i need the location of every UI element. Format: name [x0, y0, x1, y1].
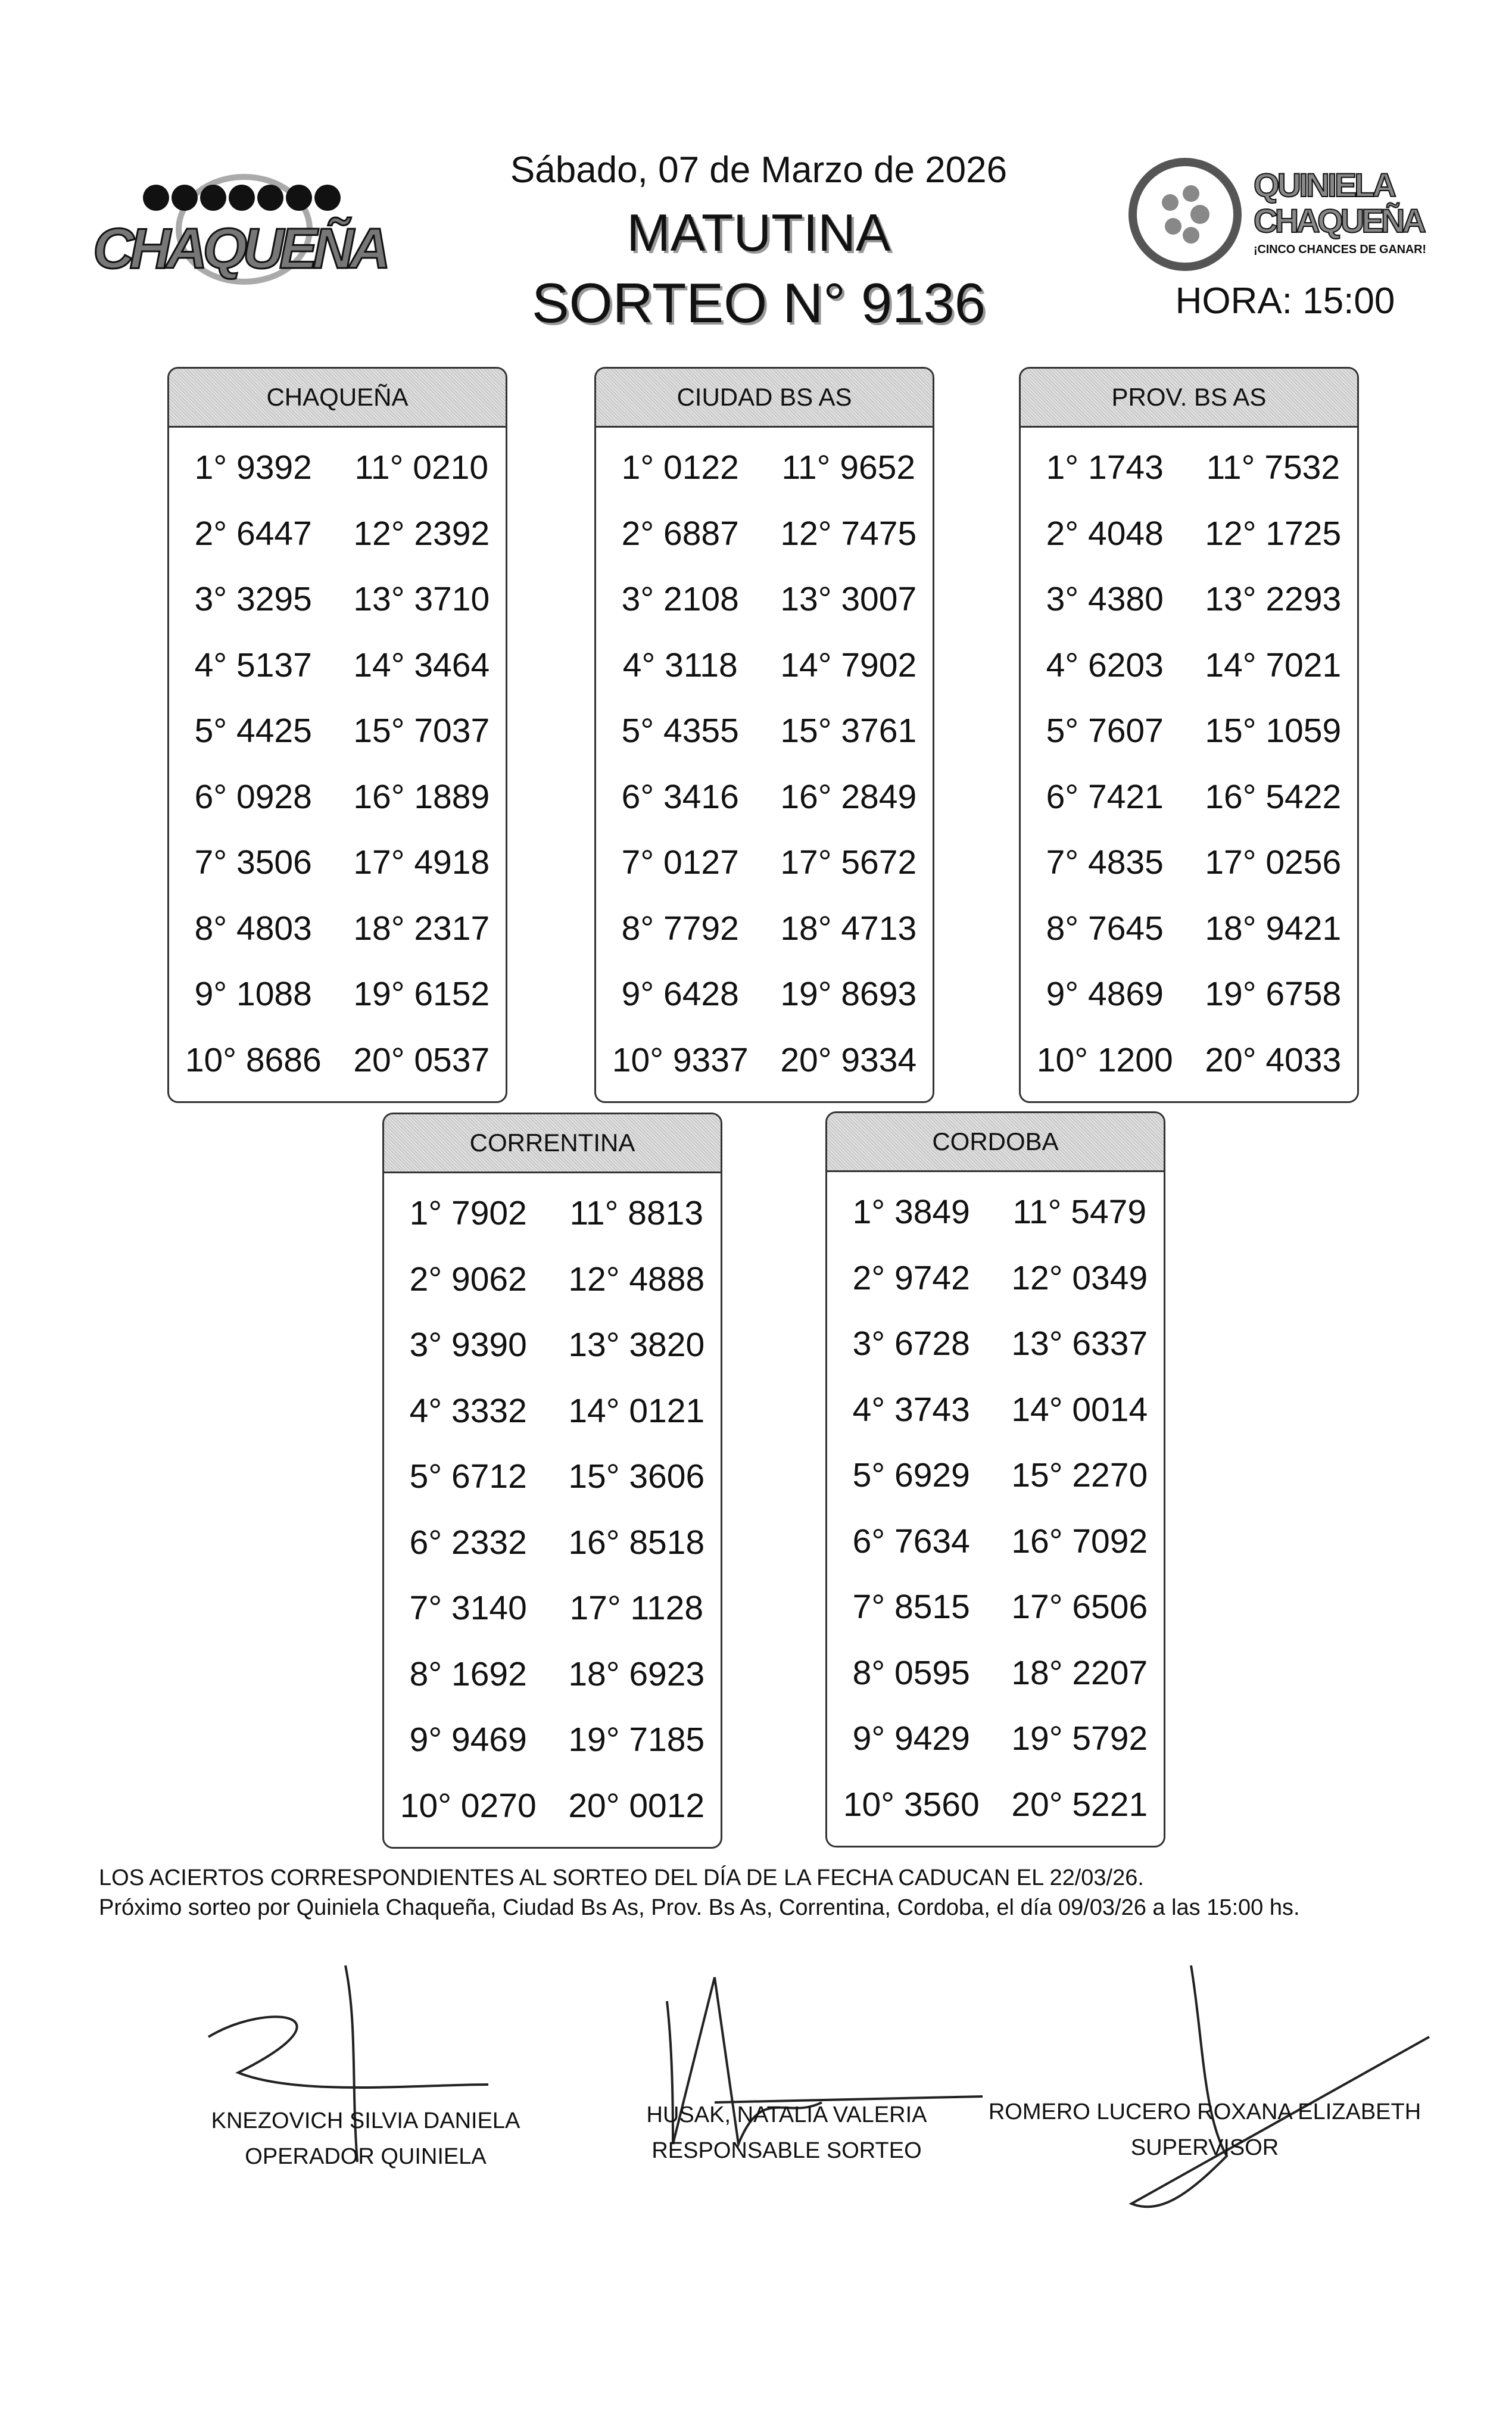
result-row	[1021, 896, 1357, 962]
result-position-13: 13° 3820	[568, 1326, 705, 1364]
quiniela-chaquena-logo	[1128, 152, 1432, 277]
result-position-2: 2° 6887	[621, 514, 739, 553]
result-position-5: 5° 6929	[852, 1456, 970, 1495]
result-position-16: 16° 5422	[1205, 777, 1342, 816]
result-row	[596, 435, 933, 501]
result-row	[169, 764, 506, 830]
result-position-8: 8° 7645	[1046, 909, 1164, 948]
result-row	[827, 1706, 1164, 1772]
result-row	[384, 1641, 721, 1708]
result-position-10: 10° 3560	[843, 1785, 980, 1824]
result-row	[384, 1444, 721, 1510]
result-row	[827, 1311, 1164, 1377]
results-panel-correntina	[382, 1113, 722, 1849]
result-position-20: 20° 4033	[1205, 1040, 1342, 1079]
result-position-16: 16° 8518	[568, 1523, 705, 1562]
result-position-9: 9° 9429	[852, 1719, 970, 1758]
result-position-6: 6° 2332	[409, 1523, 527, 1562]
result-position-6: 6° 3416	[621, 777, 739, 816]
result-position-10: 10° 0270	[400, 1786, 537, 1825]
svg-text:CHAQUEÑA: CHAQUEÑA	[93, 217, 391, 281]
loteria-chaquena-logo	[89, 173, 399, 286]
result-position-17: 17° 5672	[780, 843, 917, 882]
result-position-5: 5° 7607	[1046, 712, 1164, 750]
result-row	[596, 566, 933, 633]
result-position-15: 15° 2270	[1011, 1456, 1148, 1495]
result-row	[1021, 1027, 1357, 1093]
result-row	[827, 1377, 1164, 1443]
result-row	[596, 961, 933, 1027]
result-row	[1021, 501, 1357, 567]
result-position-14: 14° 7021	[1205, 646, 1342, 684]
result-position-2: 2° 4048	[1046, 514, 1164, 553]
draw-time: HORA: 15:00	[1175, 281, 1395, 322]
result-position-8: 8° 0595	[852, 1653, 970, 1692]
result-position-12: 12° 1725	[1205, 514, 1342, 553]
signature-name-2: HUSAK, NATALIA VALERIA	[646, 2102, 927, 2127]
result-row	[169, 698, 506, 764]
result-position-18: 18° 2317	[353, 909, 490, 948]
result-position-1: 1° 3849	[852, 1193, 970, 1232]
result-row	[169, 633, 506, 699]
result-position-15: 15° 1059	[1205, 712, 1342, 750]
draw-date: Sábado, 07 de Marzo de 2026	[510, 149, 1008, 191]
result-position-6: 6° 0928	[194, 777, 312, 816]
result-row	[1021, 435, 1357, 501]
result-position-3: 3° 9390	[409, 1326, 527, 1364]
result-position-2: 2° 6447	[194, 514, 312, 553]
result-row	[169, 830, 506, 896]
draw-number: SORTEO N° 9136	[531, 272, 986, 334]
result-position-17: 17° 4918	[353, 843, 490, 882]
results-panel-ciudad-bs-as	[594, 367, 934, 1103]
result-position-7: 7° 3506	[194, 843, 312, 882]
result-row	[827, 1574, 1164, 1640]
result-position-20: 20° 0012	[568, 1786, 705, 1825]
svg-text:CHAQUEÑA: CHAQUEÑA	[1254, 202, 1426, 239]
result-position-7: 7° 4835	[1046, 843, 1164, 882]
panel-title: CORDOBA	[827, 1113, 1164, 1172]
result-row	[384, 1510, 721, 1576]
result-position-19: 19° 7185	[568, 1721, 705, 1759]
result-position-10: 10° 9337	[612, 1040, 749, 1079]
result-position-11: 11° 9652	[781, 448, 916, 487]
signature-name-1: KNEZOVICH SILVIA DANIELA	[211, 2108, 520, 2133]
result-position-18: 18° 6923	[568, 1655, 705, 1693]
result-row	[827, 1509, 1164, 1575]
result-position-4: 4° 3332	[409, 1391, 527, 1430]
result-position-12: 12° 7475	[780, 514, 917, 553]
result-position-17: 17° 0256	[1205, 843, 1342, 882]
result-position-13: 13° 2293	[1205, 580, 1342, 619]
result-row	[596, 698, 933, 764]
result-position-4: 4° 5137	[194, 646, 312, 684]
result-position-17: 17° 6506	[1011, 1588, 1148, 1627]
result-position-19: 19° 5792	[1011, 1719, 1148, 1758]
result-position-9: 9° 1088	[194, 975, 312, 1014]
handwritten-signatures	[179, 1965, 1489, 2216]
result-row	[1021, 961, 1357, 1027]
result-position-3: 3° 3295	[194, 580, 312, 619]
result-position-3: 3° 4380	[1046, 580, 1164, 619]
result-row	[1021, 764, 1357, 830]
result-position-19: 19° 8693	[780, 975, 917, 1014]
result-position-14: 14° 3464	[353, 646, 490, 684]
result-position-19: 19° 6152	[353, 975, 490, 1014]
result-position-12: 12° 4888	[568, 1260, 705, 1298]
result-position-9: 9° 4869	[1046, 975, 1164, 1014]
result-position-13: 13° 3710	[353, 580, 490, 619]
result-position-2: 2° 9742	[852, 1258, 970, 1297]
result-row	[169, 566, 506, 633]
svg-text:QUINIELA: QUINIELA	[1254, 166, 1396, 204]
signature-role-3: SUPERVISOR	[1130, 2135, 1279, 2160]
result-position-16: 16° 2849	[780, 777, 917, 816]
expiry-note: LOS ACIERTOS CORRESPONDIENTES AL SORTEO DEL DÍA DE LA FECHA CADUCAN EL 22/03/26.	[99, 1865, 1144, 1890]
result-position-14: 14° 0121	[568, 1391, 705, 1430]
result-position-1: 1° 9392	[194, 448, 312, 487]
result-row	[384, 1773, 721, 1839]
result-position-14: 14° 7902	[780, 646, 917, 684]
result-position-5: 5° 6712	[409, 1457, 527, 1496]
result-position-18: 18° 9421	[1205, 909, 1342, 948]
result-position-3: 3° 2108	[621, 580, 739, 619]
result-position-15: 15° 3761	[780, 712, 917, 750]
result-position-5: 5° 4425	[194, 712, 312, 750]
result-row	[384, 1180, 721, 1247]
result-position-15: 15° 7037	[353, 712, 490, 750]
result-row	[169, 1027, 506, 1093]
panel-title: CORRENTINA	[384, 1114, 721, 1173]
result-row	[384, 1707, 721, 1773]
result-position-6: 6° 7634	[852, 1522, 970, 1560]
result-position-16: 16° 7092	[1011, 1522, 1148, 1560]
result-row	[596, 896, 933, 962]
result-position-20: 20° 0537	[353, 1040, 490, 1079]
result-row	[827, 1179, 1164, 1245]
result-row	[1021, 566, 1357, 633]
results-panel-prov-bs-as	[1019, 367, 1359, 1103]
result-row	[827, 1245, 1164, 1311]
result-row	[169, 501, 506, 567]
result-row	[596, 830, 933, 896]
result-row	[1021, 830, 1357, 896]
signature-role-1: OPERADOR QUINIELA	[245, 2144, 487, 2169]
result-position-1: 1° 1743	[1046, 448, 1164, 487]
result-position-2: 2° 9062	[409, 1260, 527, 1298]
result-position-9: 9° 6428	[621, 975, 739, 1014]
result-position-11: 11° 7532	[1206, 448, 1340, 487]
result-row	[596, 501, 933, 567]
result-position-12: 12° 2392	[353, 514, 490, 553]
panel-title: CIUDAD BS AS	[596, 369, 933, 428]
result-row	[384, 1312, 721, 1378]
result-position-4: 4° 3743	[852, 1390, 970, 1429]
result-position-18: 18° 2207	[1011, 1653, 1148, 1692]
result-position-19: 19° 6758	[1205, 975, 1342, 1014]
result-position-8: 8° 7792	[621, 909, 739, 948]
result-row	[827, 1443, 1164, 1509]
result-position-11: 11° 5479	[1012, 1193, 1147, 1232]
result-position-14: 14° 0014	[1011, 1390, 1148, 1429]
result-position-20: 20° 9334	[780, 1040, 917, 1079]
panel-title: PROV. BS AS	[1021, 369, 1357, 428]
result-row	[827, 1640, 1164, 1706]
result-row	[169, 435, 506, 501]
result-row	[596, 764, 933, 830]
result-row	[169, 961, 506, 1027]
result-position-6: 6° 7421	[1046, 777, 1164, 816]
result-position-18: 18° 4713	[780, 909, 917, 948]
result-row	[827, 1772, 1164, 1838]
result-position-8: 8° 4803	[194, 909, 312, 948]
result-position-16: 16° 1889	[353, 777, 490, 816]
next-draw-note: Próximo sorteo por Quiniela Chaqueña, Ciudad Bs As, Prov. Bs As, Correntina, Cordoba, el día 09/03/26 a las 15:00 hs.	[99, 1895, 1300, 1920]
result-position-1: 1° 0122	[621, 448, 739, 487]
signature-role-2: RESPONSABLE SORTEO	[651, 2138, 922, 2163]
result-position-10: 10° 1200	[1036, 1040, 1173, 1079]
result-position-12: 12° 0349	[1011, 1258, 1148, 1297]
result-position-1: 1° 7902	[409, 1194, 527, 1233]
result-row	[384, 1378, 721, 1444]
result-position-5: 5° 4355	[621, 712, 739, 750]
svg-text:¡CINCO CHANCES DE GANAR!: ¡CINCO CHANCES DE GANAR!	[1254, 243, 1426, 256]
result-position-4: 4° 6203	[1046, 646, 1164, 684]
result-position-8: 8° 1692	[409, 1655, 527, 1693]
result-row	[1021, 698, 1357, 764]
signature-name-3: ROMERO LUCERO ROXANA ELIZABETH	[988, 2099, 1421, 2124]
result-position-7: 7° 3140	[409, 1589, 527, 1628]
result-position-17: 17° 1128	[569, 1589, 704, 1628]
result-row	[384, 1247, 721, 1313]
results-panel-chaquena	[167, 367, 507, 1103]
result-row	[596, 1027, 933, 1093]
result-position-15: 15° 3606	[568, 1457, 705, 1496]
result-row	[1021, 633, 1357, 699]
result-position-10: 10° 8686	[185, 1040, 322, 1079]
result-position-4: 4° 3118	[622, 646, 738, 684]
result-position-7: 7° 8515	[852, 1588, 970, 1627]
result-row	[384, 1575, 721, 1641]
result-row	[169, 896, 506, 962]
panel-title: CHAQUEÑA	[169, 369, 506, 428]
result-position-11: 11° 0210	[354, 448, 489, 487]
result-position-9: 9° 9469	[409, 1721, 527, 1759]
result-position-20: 20° 5221	[1011, 1785, 1148, 1824]
result-position-3: 3° 6728	[852, 1325, 970, 1363]
result-position-7: 7° 0127	[621, 843, 739, 882]
result-row	[596, 633, 933, 699]
draw-shift-title: MATUTINA	[626, 203, 891, 262]
results-panel-cordoba	[825, 1111, 1165, 1847]
result-position-13: 13° 3007	[780, 580, 917, 619]
result-position-13: 13° 6337	[1011, 1325, 1148, 1363]
result-position-11: 11° 8813	[569, 1194, 704, 1233]
